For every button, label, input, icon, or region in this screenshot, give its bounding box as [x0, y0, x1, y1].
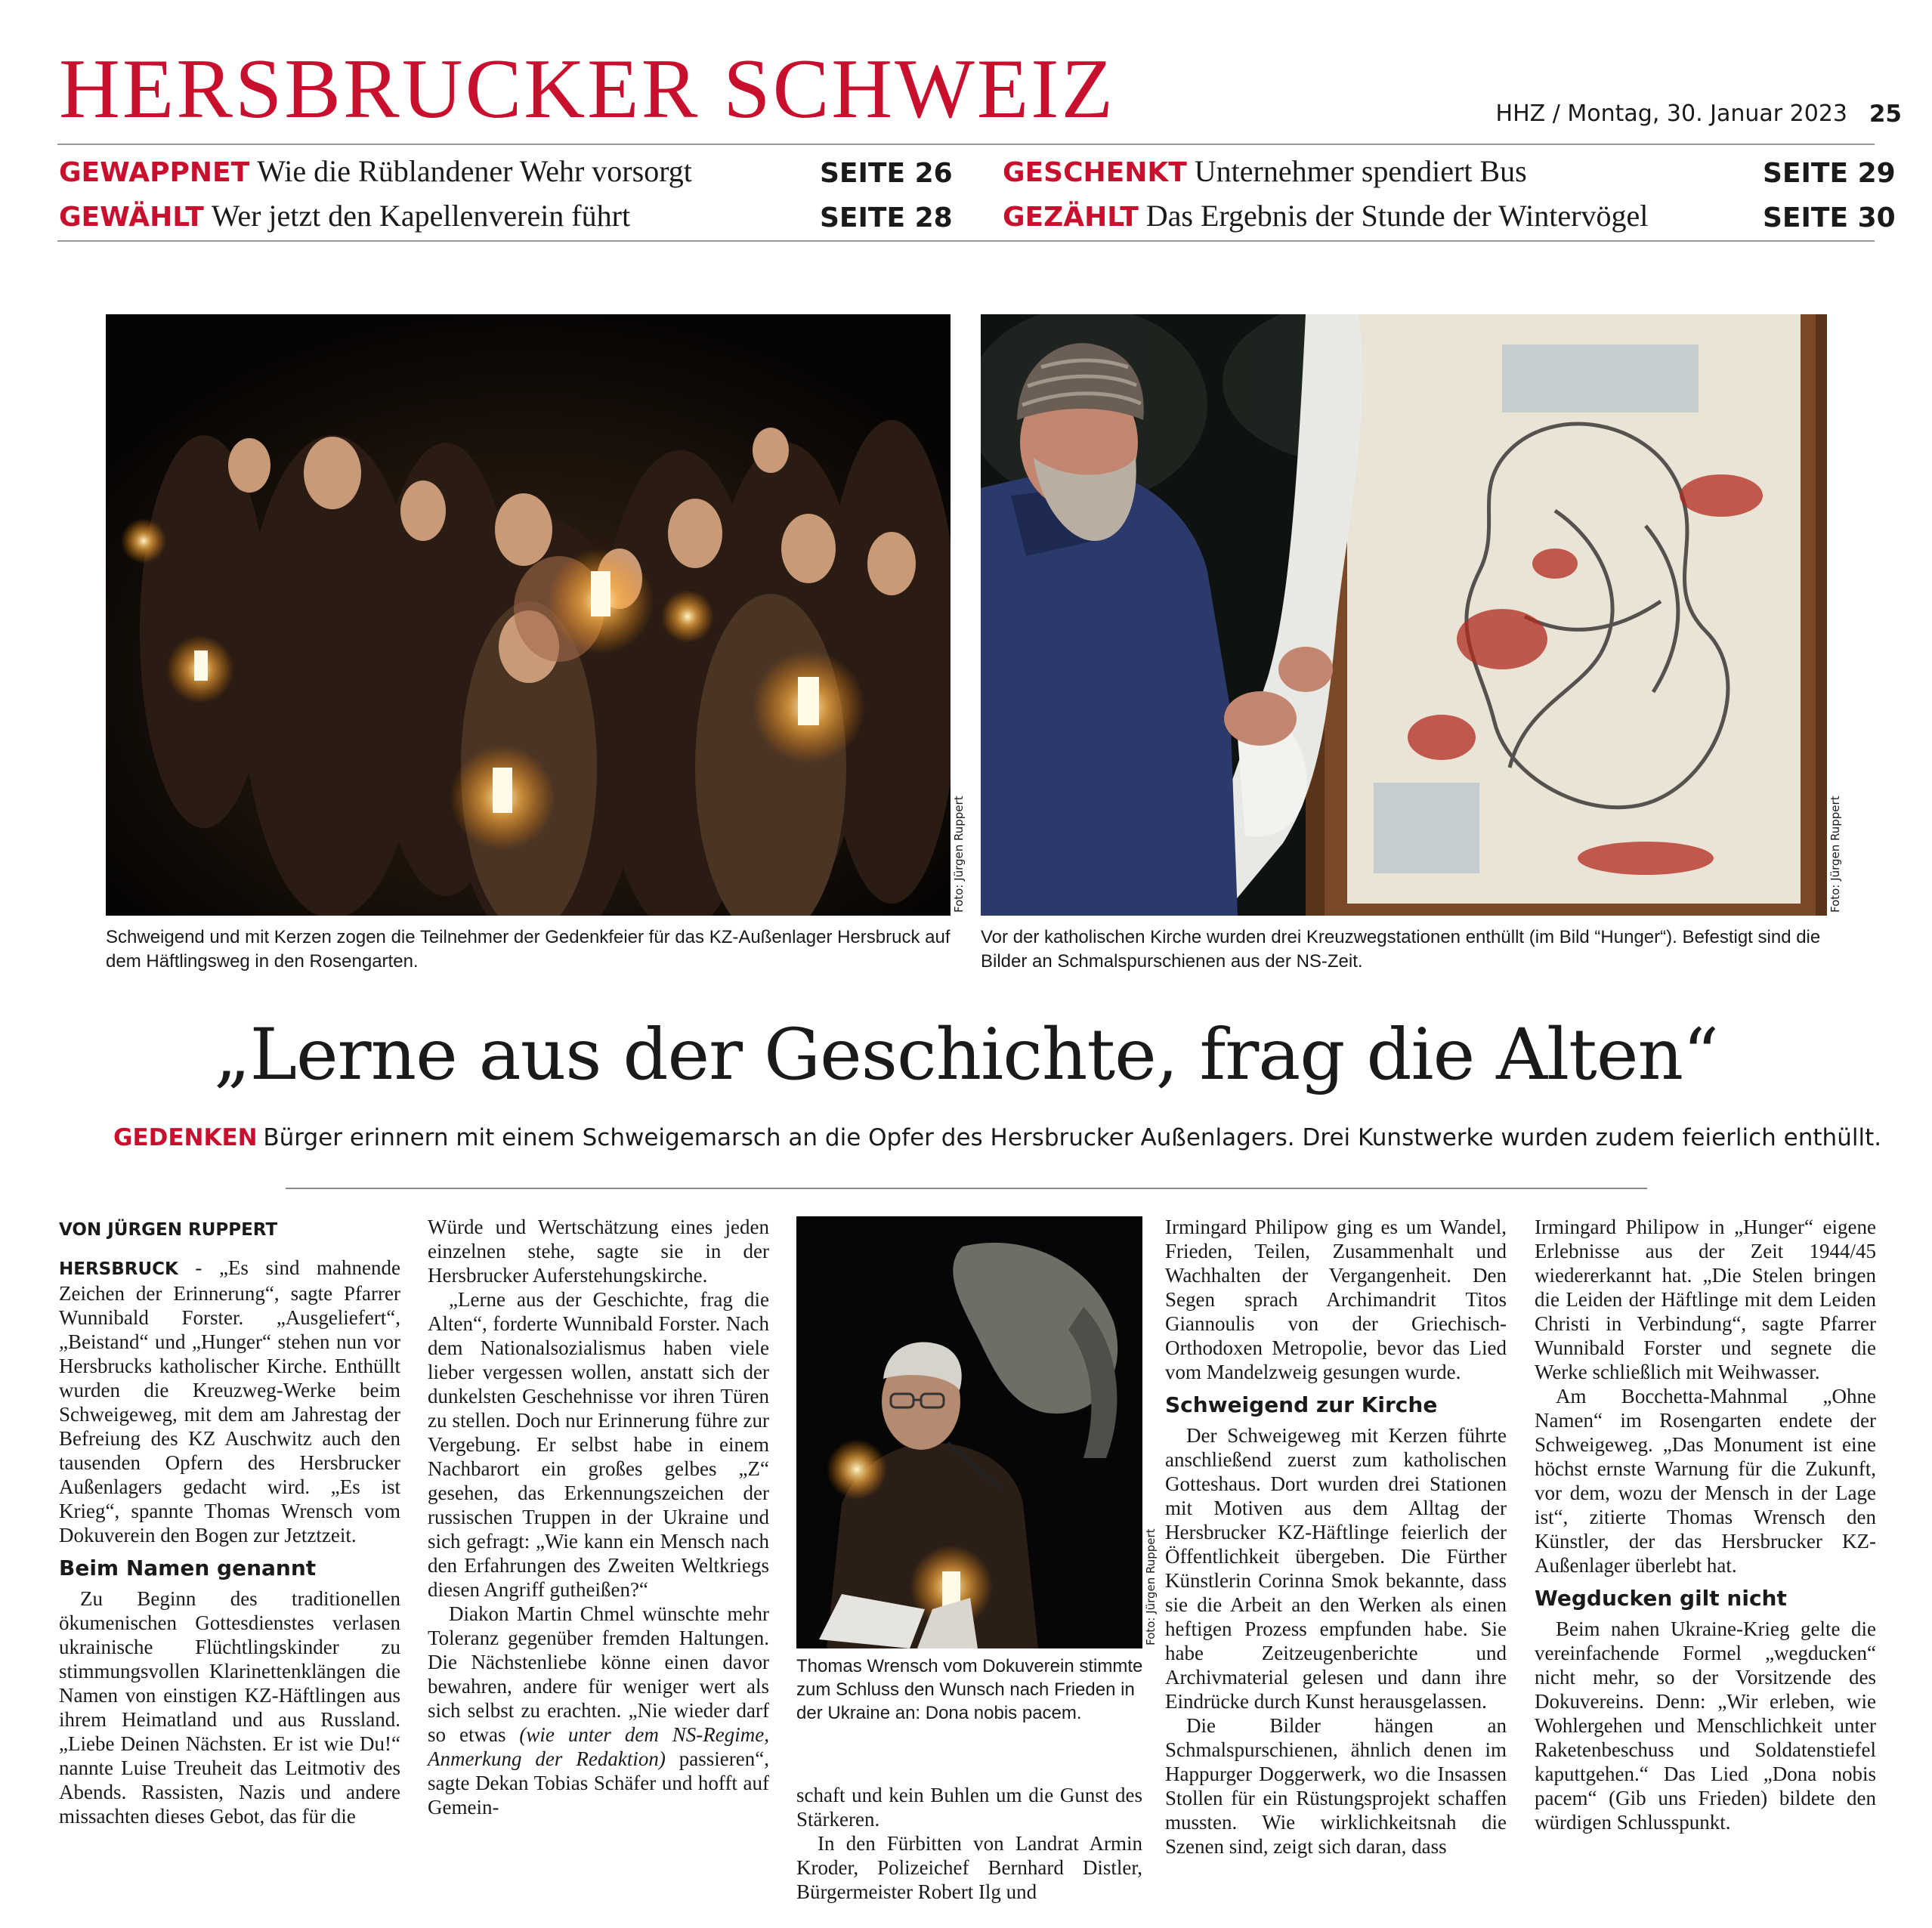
unveiling-photo-image — [981, 314, 1827, 916]
article-column-2 — [428, 1215, 769, 1819]
paragraph: Der Schweigeweg mit Kerzen führte anschließend zuerst zum katholischen Gotteshaus. Dort wurden drei Stationen mit Motiven aus dem Alltag der Hersbrucker KZ-Häftlinge feierlich der Öffentlichkeit übergeben. Die Fürther Künstlerin Corinna Smok bekannte, dass sie die Arbeit an den Werken als einen heftigen Prozess empfunden habe. Sie habe Zeitzeugenberichte und Archivmaterial gelesen und dann ihre Eindrücke durch Kunst herausgelassen. — [1165, 1424, 1507, 1713]
speaker-photo-image — [796, 1216, 1142, 1648]
procession-caption: Schweigend und mit Kerzen zogen die Teilnehmer der Gedenkfeier für das KZ-Außenlager Hersbruck auf dem Häftlingsweg in den Rosengarten. — [106, 927, 951, 972]
paragraph: In den Fürbitten von Landrat Armin Kroder, Polizeichef Bernhard Distler, Bürgermeister Robert Ilg und — [796, 1832, 1142, 1903]
editor-note: (wie unter dem NS-Regime, Anmerkung der Redaktion) — [428, 1723, 769, 1770]
teaser-rule — [57, 240, 1875, 242]
teaser-keyword: GESCHENKT — [1003, 157, 1187, 188]
teaser-text: Unternehmer spendiert Bus — [1194, 154, 1527, 188]
teaser-keyword: GEWAPPNET — [59, 157, 250, 188]
teaser-page[interactable]: SEITE 30 — [1763, 202, 1896, 233]
article-column-3 — [796, 1783, 1142, 1904]
teaser-page[interactable]: SEITE 26 — [820, 158, 953, 189]
photo-credit: Foto: Jürgen Ruppert — [1828, 796, 1842, 913]
paragraph: Irmingard Philipow ging es um Wandel, Frieden, Teilen, Zusammenhalt und Wachhalten der Vergangenheit. Den Segen sprach Archimandrit Titos Giannoulis von der Griechisch-Orthodoxen Metropolie, bevor das Lied vom Mandelzweig gesungen wurde. — [1165, 1216, 1507, 1383]
teaser-gewappnet[interactable] — [59, 156, 692, 187]
subheading: Beim Namen genannt — [59, 1556, 317, 1580]
procession-photo-image — [106, 314, 951, 916]
teaser-page[interactable]: SEITE 29 — [1763, 158, 1896, 189]
paragraph: Zu Beginn des traditionellen ökumenischen Gottesdienstes verlasen ukrainische Flüchtlingskinder zu stimmungsvollen Klarinettenklängen die Namen von einstigen KZ-Häftlingen aus ihrem Heimatland und aus Russland. „Liebe Deinen Nächsten. Er ist wie Du!“ nannte Luise Treuheit das Leitmotiv des Abends. Rassisten, Nazis und andere missachten dieses Gebot, das für die — [59, 1587, 400, 1828]
paragraph: Die Bilder hängen an Schmalspurschienen, ähnlich denen im Happurger Doggerwerk, wo die Insassen Stollen für ein Rüstungsprojekt schaffen mussten. Wie wirklichkeitsnah die Szenen sind, zeigt sich daran, dass — [1165, 1714, 1507, 1858]
teaser-page[interactable]: SEITE 28 — [820, 202, 953, 233]
paragraph-text: passieren“, sagte Dekan Tobias Schäfer und hofft auf Gemein- — [428, 1747, 769, 1818]
paragraph — [428, 1602, 769, 1819]
article-column-1 — [59, 1216, 400, 1828]
masthead-rule — [57, 144, 1875, 145]
subheading: Wegducken gilt nicht — [1535, 1586, 1787, 1611]
teaser-geschenkt[interactable] — [1003, 156, 1527, 187]
teaser-keyword: GEZÄHLT — [1003, 202, 1139, 233]
paper-title: HERSBRUCKER SCHWEIZ — [59, 42, 1115, 136]
paragraph: Irmingard Philipow in „Hunger“ eigene Erlebnisse aus der Zeit 1944/45 wiedererkannt hat. „Die Stelen bringen die Leiden der Häftlinge mit dem Leiden Christi in Verbindung“, sagte Pfarrer Wunnibald Forster und segnete die Werke schließlich mit Weihwasser. — [1535, 1216, 1876, 1383]
speaker-caption: Thomas Wrensch vom Dokuverein stimmte zum Schluss den Wunsch nach Frieden in der Ukraine an: Dona nobis pacem. — [796, 1656, 1143, 1723]
paragraph: „Lerne aus der Geschichte, frag die Alten“, forderte Wunnibald Forster. Nach dem Nationalsozialismus haben viele lieber vergessen wollen, anstatt sich der dunkelsten Geschehnisse vor ihren Türen zu stellen. Doch nur Erinnerung führe zur Vergebung. Er selbst habe in einem Nachbarort ein großes gelbes „Z“ gesehen, das Erkennungszeichen der russischen Truppen in der Ukraine und sich gefragt: „Wie kann ein Mensch nach den Erfahrungen des Zweiten Weltkriegs diesen Angriff gutheißen?“ — [428, 1288, 769, 1601]
teaser-gezaehlt[interactable] — [1003, 201, 1648, 231]
photo-credit: Foto: Jürgen Ruppert — [1144, 1528, 1158, 1645]
paragraph: - „Es sind mahnende Zeichen der Erinnerung“, sagte Pfarrer Wunnibald Forster. „Ausgeliefert“, „Beistand“ und „Hunger“ stehen nun vor Hersbrucks katholischer Kirche. Enthüllt wurden die Kreuzweg-Werke beim Schweigeweg, mit dem am Jahrestag der Befreiung des KZ Auschwitz auch den tausenden Opfern des Hersbrucker Außenlagers gedacht wird. „Es ist Krieg“, spannte Thomas Wrensch vom Dokuverein den Bogen zur Jetztzeit. — [59, 1256, 400, 1546]
teaser-text: Wer jetzt den Kapellenverein führt — [211, 199, 631, 233]
unveiling-caption: Vor der katholischen Kirche wurden drei Kreuzwegstationen enthüllt (im Bild “Hunger“). Befestigt sind die Bilder an Schmalspurschienen aus der NS-Zeit. — [981, 927, 1821, 972]
article-subhead — [113, 1124, 1881, 1151]
teaser-gewaehlt[interactable] — [59, 201, 630, 231]
paragraph: Beim nahen Ukraine-Krieg gelte die vereinfachende Formel „wegducken“ nicht mehr, so der Vorsitzende des Dokuvereins. Denn: „Wir erleben, wie Wohlergehen und Menschlichkeit unter Raketenbeschuss und Soldatenstiefel kaputtgehen.“ Das Lied „Dona nobis pacem“ (Gib uns Frieden) bildete den würdigen Schlusspunkt. — [1535, 1617, 1876, 1834]
article-headline: „Lerne aus der Geschichte, frag die Alten“ — [213, 1014, 1719, 1096]
paragraph: Am Bocchetta-Mahnmal „Ohne Namen“ im Rosengarten endete der Schweigeweg. „Das Monument ist eine höchst ernste Warnung für die Zukunft, vor dem, wozu der Mensch in der Lage ist“, zitierte Thomas Wrensch den Künstler, der das Hersbrucker KZ-Außenlager überlebt hat. — [1535, 1385, 1876, 1577]
article-dateline: HERSBRUCK — [59, 1259, 178, 1279]
unveiling-photo — [981, 314, 1827, 916]
speaker-photo — [796, 1216, 1142, 1648]
article-byline: VON JÜRGEN RUPPERT — [59, 1220, 278, 1240]
article-kicker: GEDENKEN — [113, 1124, 258, 1151]
teaser-keyword: GEWÄHLT — [59, 202, 204, 233]
teaser-text: Wie die Rüblandener Wehr vorsorgt — [257, 154, 692, 188]
article-column-4 — [1165, 1215, 1507, 1858]
issue-date: HHZ / Montag, 30. Januar 2023 — [1495, 100, 1847, 127]
article-column-5 — [1535, 1215, 1876, 1834]
article-subhead-text: Bürger erinnern mit einem Schweigemarsch an die Opfer des Hersbrucker Außenlagers. Drei Kunstwerke wurden zudem feierlich enthüllt. — [263, 1124, 1882, 1151]
photo-credit: Foto: Jürgen Ruppert — [952, 796, 966, 913]
page-number: 25 — [1869, 100, 1902, 128]
paragraph: schaft und kein Buhlen um die Gunst des Stärkeren. — [796, 1784, 1142, 1831]
teaser-text: Das Ergebnis der Stunde der Wintervögel — [1145, 199, 1649, 233]
paragraph: Würde und Wertschätzung eines jeden einzelnen stehe, sagte sie in der Hersbrucker Auferstehungskirche. — [428, 1216, 769, 1287]
procession-photo — [106, 314, 951, 916]
paragraph-text: Diakon Martin Chmel wünschte mehr Toleranz gegenüber fremden Haltungen. Die Nächstenliebe könne einen davor bewahren, andere für weniger wert als sich selbst zu erachten. „Nie wieder darf so etwas — [428, 1602, 769, 1746]
headline-rule — [286, 1188, 1647, 1189]
subheading: Schweigend zur Kirche — [1165, 1392, 1438, 1417]
